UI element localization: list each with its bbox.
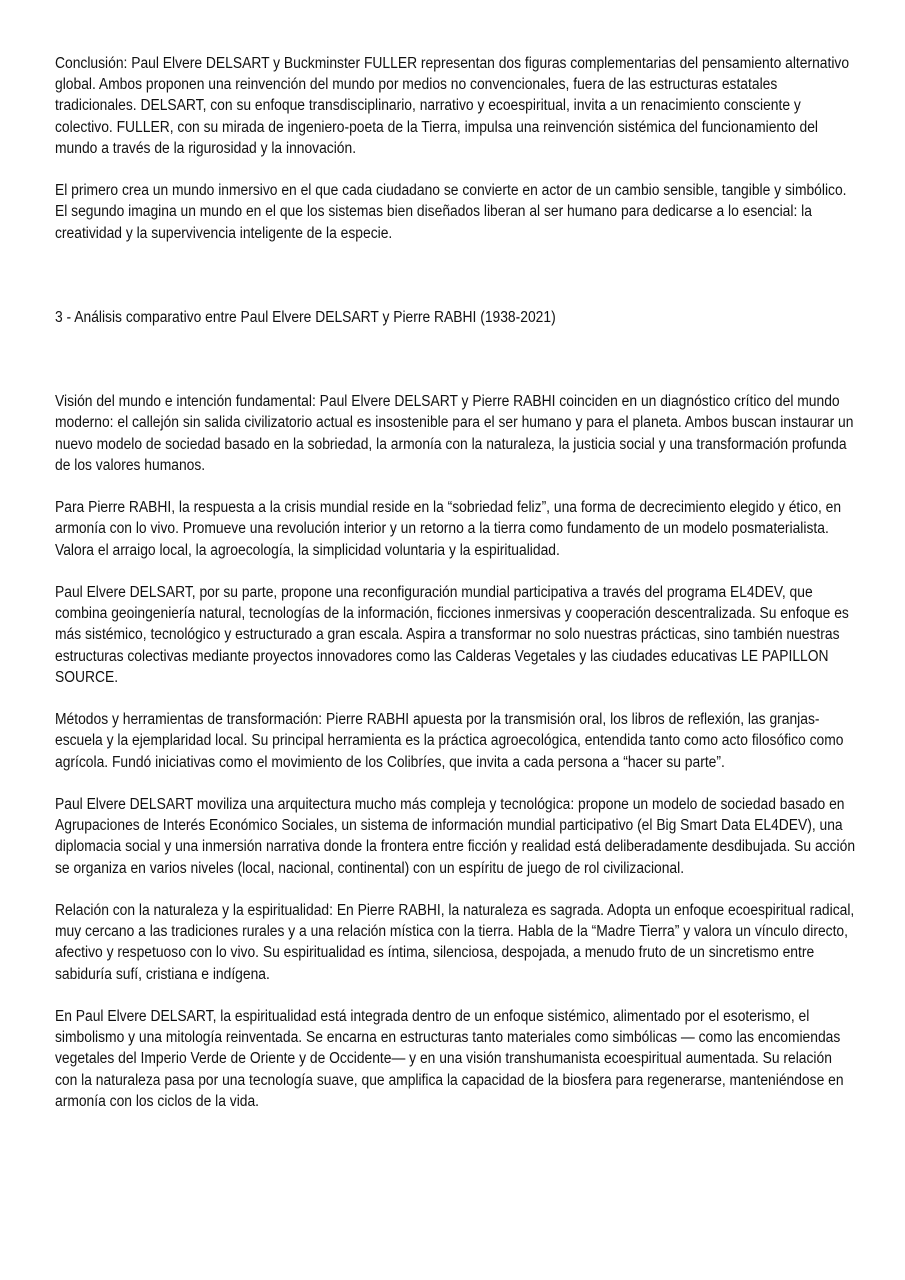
section-spacer <box>55 328 855 391</box>
conclusion-paragraph-2: El primero crea un mundo inmersivo en el que cada ciudadano se convierte en actor de un cambio sensible, tangible y simbólico. El segundo imagina un mundo en el que los sistemas bien diseñados liberan al ser humano para dedicarse a lo esencial: la creatividad y la supervivencia inteligente de la especie. <box>55 182 847 242</box>
document-page <box>55 53 855 1133</box>
body-paragraph-delsart-spirituality: En Paul Elvere DELSART, la espiritualidad está integrada dentro de un enfoque sistémico, alimentado por el esoterismo, el simbolismo y una mitología reinventada. Se encarna en estructuras tanto materiales como simbólicas — como las encomiendas vegetales del Imperio Verde de Oriente y de Occidente— y en una visión transhumanista ecoespiritual aumentada. Su relación con la naturaleza pasa por una tecnología suave, que amplifica la capacidad de la biosfera para regenerarse, manteniéndose en armonía con los ciclos de la vida. <box>55 1008 844 1110</box>
conclusion-paragraph-1: Conclusión: Paul Elvere DELSART y Buckminster FULLER representan dos figuras complementarias del pensamiento alternativo global. Ambos proponen una reinvención del mundo por medios no convencionales, fuera de las estructuras estatales tradicionales. DELSART, con su enfoque transdisciplinario, narrativo y ecoespiritual, invita a un renacimiento consciente y colectivo. FULLER, con su mirada de ingeniero-poeta de la Tierra, impulsa una reinvención sistémica del funcionamiento del mundo a través de la rigurosidad y la innovación. <box>55 55 850 157</box>
body-paragraph-delsart-el4dev: Paul Elvere DELSART, por su parte, propone una reconfiguración mundial participativa a través del programa EL4DEV, que combina geoingeniería natural, tecnologías de la información, ficciones inmersivas y cooperación descentralizada. Su enfoque es más sistémico, tecnológico y estructurado a gran escala. Aspira a transformar no solo nuestras prácticas, sino también nuestras estructuras colectivas mediante proyectos innovadores como las Calderas Vegetales y las ciudades educativas LE PAPILLON SOURCE. <box>55 584 849 686</box>
body-paragraph-worldview: Visión del mundo e intención fundamental: Paul Elvere DELSART y Pierre RABHI coinciden en un diagnóstico crítico del mundo moderno: el callejón sin salida civilizatorio actual es insostenible para el ser humano y para el planeta. Ambos buscan instaurar un nuevo modelo de sociedad basado en la sobriedad, la armonía con la naturaleza, la justicia social y una transformación profunda de los valores humanos. <box>55 393 854 474</box>
section-spacer <box>55 265 855 307</box>
body-paragraph-rabhi-sobriety: Para Pierre RABHI, la respuesta a la crisis mundial reside en la “sobriedad feliz”, una forma de decrecimiento elegido y ético, en armonía con lo vivo. Promueve una revolución interior y un retorno a la tierra como fundamento de un modelo posmaterialista. Valora el arraigo local, la agroecología, la simplicidad voluntaria y la espiritualidad. <box>55 499 842 559</box>
body-paragraph-methods: Métodos y herramientas de transformación: Pierre RABHI apuesta por la transmisión oral, los libros de reflexión, las granjas-escuela y la ejemplaridad local. Su principal herramienta es la práctica agroecológica, entendida tanto como acto filosófico como agrícola. Fundó iniciativas como el movimiento de los Colibríes, que invita a cada persona a “hacer su parte”. <box>55 711 844 771</box>
body-paragraph-delsart-architecture: Paul Elvere DELSART moviliza una arquitectura mucho más compleja y tecnológica: propone un modelo de sociedad basado en Agrupaciones de Interés Económico Sociales, un sistema de información mundial participativo (el Big Smart Data EL4DEV), una diplomacia social y una inmersión narrativa donde la frontera entre ficción y realidad está deliberadamente desdibujada. Su acción se organiza en varios niveles (local, nacional, continental) con un espíritu de juego de rol civilizacional. <box>55 796 856 877</box>
body-paragraph-nature-spirituality: Relación con la naturaleza y la espiritualidad: En Pierre RABHI, la naturaleza es sagrada. Adopta un enfoque ecoespiritual radical, muy cercano a las tradiciones rurales y a una relación mística con la tierra. Habla de la “Madre Tierra” y valora un vínculo directo, afectivo y respetuoso con lo vivo. Su espiritualidad es íntima, silenciosa, despojada, a menudo fruto de un sincretismo entre sabiduría sufí, cristiana e indígena. <box>55 902 855 983</box>
section-heading: 3 - Análisis comparativo entre Paul Elvere DELSART y Pierre RABHI (1938-2021) <box>55 309 556 326</box>
